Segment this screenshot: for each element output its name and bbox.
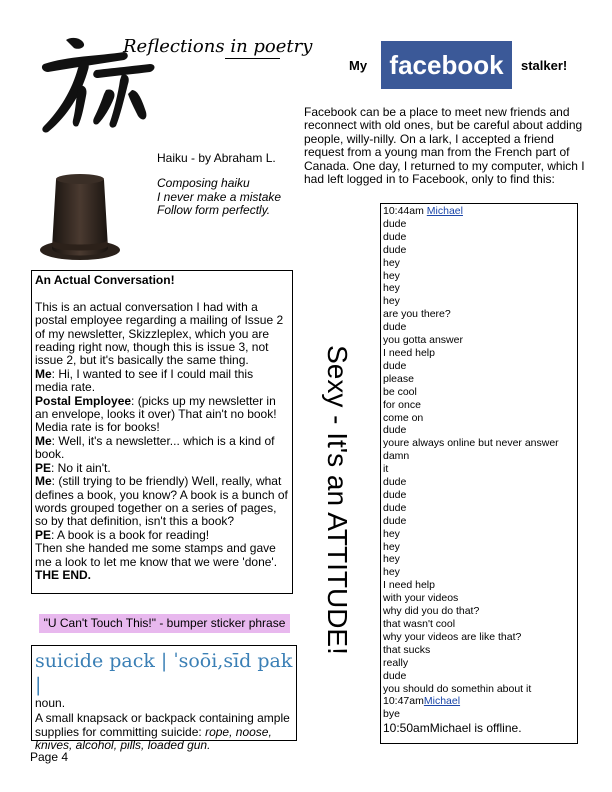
- haiku-line: Follow form perfectly.: [157, 203, 271, 217]
- chat-message: dude: [383, 476, 407, 489]
- top-hat-icon: [38, 166, 123, 266]
- chat-message: dude: [383, 669, 407, 682]
- chat-message: hey: [383, 282, 400, 295]
- chat-message: you gotta answer: [383, 334, 463, 347]
- chat-message: dude: [383, 321, 407, 334]
- page-number: Page 4: [30, 750, 69, 764]
- conversation-line: PE: A book is a book for reading!: [35, 527, 210, 542]
- vertical-slogan: [312, 300, 362, 700]
- chat-message: dude: [383, 488, 407, 501]
- chat-log: [380, 203, 578, 744]
- chat-message: dude: [383, 359, 407, 372]
- definition-text: A small knapsack or backpack containing ample supplies for committing suicide: rope, noose, knives, alcohol, pills, loaded gun.: [35, 711, 290, 753]
- chat-message: hey: [383, 566, 400, 579]
- conversation-line: PE: No it ain't.: [35, 460, 111, 475]
- facebook-logo: facebook: [381, 41, 512, 89]
- bumper-sticker: "U Can't Touch This!" - bumper sticker phrase: [39, 614, 290, 633]
- definition-box: [31, 645, 297, 753]
- conversation-closing: Then she handed me some stamps and gave me a look to let me know that we were 'done'.: [35, 541, 278, 569]
- chat-message: dude: [383, 230, 407, 243]
- conversation-line: Me: Hi, I wanted to see if I could mail this media rate.: [35, 366, 254, 395]
- chat-message: I need help: [383, 346, 435, 359]
- chat-message: why did you do that?: [383, 605, 480, 618]
- chat-header: 10:47amMichael: [383, 695, 461, 708]
- chat-message: you should do somethin about it: [383, 682, 532, 695]
- definition-pos: noun.: [35, 696, 66, 710]
- chat-message: I need help: [383, 579, 435, 592]
- conversation-box: [31, 270, 293, 594]
- haiku-line: Composing haiku: [157, 176, 250, 190]
- facebook-intro: Facebook can be a place to meet new friends and reconnect with old ones, but be careful about adding people, willy-nilly. On a lark, I accepted a friend request from a young man from the French part of Canada. One day, I returned to my computer, which I had left logged in to Facebook, only to find this:: [304, 105, 585, 187]
- poetry-title: Reflections in poetry: [123, 36, 313, 57]
- chat-message: dude: [383, 217, 407, 230]
- chat-message: come on: [383, 411, 424, 424]
- chat-message: hey: [383, 295, 400, 308]
- title-underline: [225, 58, 280, 59]
- headline-post: stalker!: [521, 58, 568, 73]
- chat-message: that sucks: [383, 643, 431, 656]
- chat-message: really: [383, 656, 409, 669]
- chat-message: youre always online but never answer: [383, 437, 559, 450]
- chat-message: hey: [383, 553, 400, 566]
- chat-message: be cool: [383, 385, 417, 398]
- chat-message: please: [383, 372, 414, 385]
- chat-message: dude: [383, 243, 407, 256]
- chat-message: hey: [383, 527, 400, 540]
- haiku-poem: [157, 177, 281, 218]
- conversation-line: Me: (still trying to be friendly) Well, really, what defines a book, you know? A book is a bunch of words grouped together on a series of pages, so by that definition, isn't this a book?: [35, 474, 288, 529]
- chat-user-link[interactable]: Michael: [426, 205, 463, 217]
- chat-user-link[interactable]: Michael: [423, 695, 461, 708]
- chat-header: 10:44am Michael: [383, 205, 463, 217]
- conversation-line: Postal Employee: (picks up my newsletter in an envelope, looks it over) That ain't no book! Media rate is for books!: [35, 393, 277, 435]
- conversation-intro: This is an actual conversation I had with a postal employee regarding a mailing of Issue 2 of my newsletter, Skizzleplex, which you are reading right now, though this is issue 3, not issue 2, but it's basically the same thing.: [35, 299, 284, 368]
- definition-word: suicide pack | ˈsoōi,sīd pak |: [35, 650, 293, 696]
- chat-message: dude: [383, 501, 407, 514]
- chat-message: for once: [383, 398, 421, 411]
- chat-message: dude: [383, 514, 407, 527]
- chat-message: hey: [383, 540, 400, 553]
- vertical-slogan-text: Sexy - It's an ATTITUDE!: [322, 345, 353, 655]
- haiku-line: I never make a mistake: [157, 189, 282, 204]
- chat-message: damn: [383, 450, 410, 463]
- chat-message: why your videos are like that?: [383, 630, 522, 643]
- chat-message: hey: [383, 269, 400, 282]
- chat-message: that wasn't cool: [383, 618, 456, 630]
- chat-message: hey: [383, 256, 400, 269]
- headline-pre: My: [349, 58, 368, 73]
- chat-message: dude: [383, 424, 407, 437]
- conversation-heading: An Actual Conversation!: [35, 273, 175, 287]
- chat-offline-status: 10:50amMichael is offline.: [383, 721, 522, 736]
- haiku-heading: Haiku - by Abraham L.: [157, 151, 276, 165]
- chat-message: are you there?: [383, 308, 451, 321]
- chat-message: bye: [383, 708, 400, 721]
- chat-message: with your videos: [383, 592, 459, 605]
- chat-message: it: [383, 463, 389, 476]
- conversation-end: THE END.: [35, 567, 92, 582]
- conversation-line: Me: Well, it's a newsletter... which is a kind of book.: [35, 433, 275, 462]
